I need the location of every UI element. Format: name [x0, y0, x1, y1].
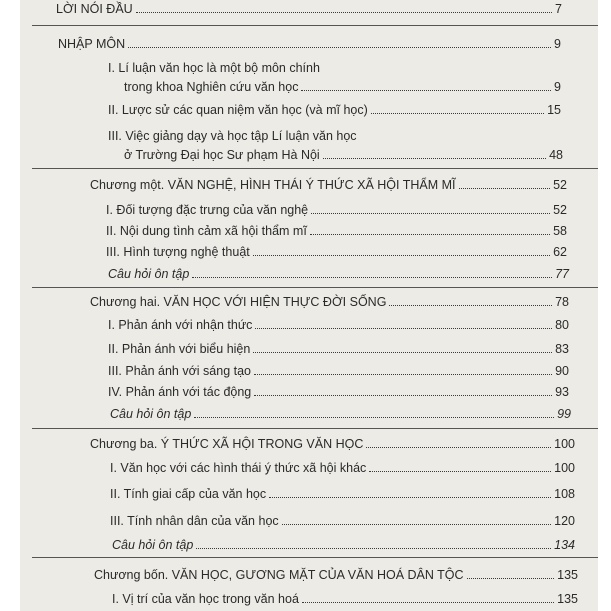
- section-divider: [32, 428, 598, 429]
- toc-page-number: 9: [554, 80, 561, 94]
- toc-item-line1: III. Việc giảng dạy và học tập Lí luận văn học: [108, 129, 357, 143]
- toc-label: Chương một. VĂN NGHỆ, HÌNH THÁI Ý THỨC XÃ HỘI THẨM MĨ: [90, 178, 456, 192]
- toc-page-number: 135: [557, 592, 578, 606]
- dot-leader: [282, 524, 552, 525]
- dot-leader: [136, 12, 552, 13]
- section-divider: [32, 25, 598, 26]
- dot-leader: [302, 602, 554, 603]
- toc-label: I. Đối tượng đặc trưng của văn nghệ: [106, 203, 309, 217]
- dot-leader: [192, 277, 552, 278]
- dot-leader: [323, 158, 546, 159]
- toc-page-number: 58: [553, 224, 567, 238]
- toc-page-number: 93: [555, 385, 569, 399]
- dot-leader: [253, 352, 552, 353]
- toc-item[interactable]: [106, 224, 567, 238]
- dot-leader: [196, 548, 551, 549]
- toc-label: II. Lược sử các quan niệm văn học (và mĩ học): [108, 103, 368, 117]
- toc-item[interactable]: [124, 148, 563, 162]
- toc-review-questions[interactable]: [112, 538, 575, 552]
- toc-chapter3-heading[interactable]: [90, 437, 575, 451]
- toc-item[interactable]: [110, 487, 575, 501]
- toc-page: [20, 0, 598, 611]
- dot-leader: [369, 471, 551, 472]
- dot-leader: [371, 113, 544, 114]
- toc-label: trong khoa Nghiên cứu văn học: [124, 80, 299, 94]
- toc-label: Câu hỏi ôn tập: [108, 267, 190, 281]
- toc-page-number: 135: [557, 568, 578, 582]
- section-divider: [32, 287, 598, 288]
- toc-label: ở Trường Đại học Sư phạm Hà Nội: [124, 148, 320, 162]
- toc-item[interactable]: [112, 592, 578, 606]
- toc-label: Chương ba. Ý THỨC XÃ HỘI TRONG VĂN HỌC: [90, 437, 364, 451]
- toc-page-number: 62: [553, 245, 567, 259]
- toc-label: LỜI NÓI ĐẦU: [56, 2, 133, 16]
- toc-item[interactable]: [108, 342, 569, 356]
- toc-label: II. Nội dung tình cảm xã hội thẩm mĩ: [106, 224, 307, 238]
- toc-intro-heading[interactable]: [58, 37, 561, 51]
- toc-label: Chương bốn. VĂN HỌC, GƯƠNG MẶT CỦA VĂN HOÁ DÂN TỘC: [94, 568, 464, 582]
- dot-leader: [389, 305, 552, 306]
- section-divider: [32, 168, 598, 169]
- toc-page-number: 9: [554, 37, 561, 51]
- dot-leader: [459, 188, 551, 189]
- toc-page-number: 80: [555, 318, 569, 332]
- toc-item[interactable]: [108, 364, 569, 378]
- toc-chapter2-heading[interactable]: [90, 295, 569, 309]
- dot-leader: [254, 374, 552, 375]
- toc-item[interactable]: [110, 514, 575, 528]
- toc-label: NHẬP MÔN: [58, 37, 126, 51]
- toc-preface[interactable]: [56, 2, 562, 16]
- toc-review-questions[interactable]: [110, 407, 571, 421]
- toc-page-number: 90: [555, 364, 569, 378]
- toc-label: II. Tính giai cấp của văn học: [110, 487, 267, 501]
- toc-page-number: 100: [554, 437, 575, 451]
- toc-item[interactable]: [110, 461, 575, 475]
- toc-page-number: 7: [555, 2, 562, 16]
- toc-item[interactable]: [108, 385, 569, 399]
- toc-page-number: 15: [547, 103, 561, 117]
- toc-chapter4-heading[interactable]: [94, 568, 578, 582]
- toc-label: I. Văn học với các hình thái ý thức xã hội khác: [110, 461, 367, 475]
- dot-leader: [467, 578, 555, 579]
- toc-label: III. Hình tượng nghệ thuật: [106, 245, 250, 259]
- dot-leader: [310, 234, 550, 235]
- toc-page-number: 52: [553, 178, 567, 192]
- toc-page-number: 83: [555, 342, 569, 356]
- toc-item[interactable]: [106, 245, 567, 259]
- toc-page-number: 120: [554, 514, 575, 528]
- dot-leader: [311, 213, 550, 214]
- toc-item-line1: I. Lí luận văn học là một bộ môn chính: [108, 61, 320, 75]
- toc-item[interactable]: [124, 80, 561, 94]
- dot-leader: [254, 395, 552, 396]
- toc-label: Chương hai. VĂN HỌC VỚI HIỆN THỰC ĐỜI SỐNG: [90, 295, 387, 309]
- toc-page-number: 77: [555, 267, 569, 281]
- toc-label: III. Tính nhân dân của văn học: [110, 514, 279, 528]
- toc-label: I. Phản ánh với nhận thức: [108, 318, 253, 332]
- toc-label: III. Phản ánh với sáng tạo: [108, 364, 252, 378]
- toc-label: IV. Phản ánh với tác động: [108, 385, 252, 399]
- section-divider: [32, 557, 598, 558]
- dot-leader: [253, 255, 550, 256]
- toc-chapter1-heading[interactable]: [90, 178, 567, 192]
- dot-leader: [269, 497, 551, 498]
- toc-page-number: 99: [557, 407, 571, 421]
- dot-leader: [128, 47, 551, 48]
- toc-label: I. Vị trí của văn học trong văn hoá: [112, 592, 299, 606]
- dot-leader: [366, 447, 551, 448]
- dot-leader: [194, 417, 554, 418]
- toc-item[interactable]: [108, 103, 561, 117]
- toc-page-number: 78: [555, 295, 569, 309]
- toc-label: Câu hỏi ôn tập: [112, 538, 194, 552]
- toc-page-number: 48: [549, 148, 563, 162]
- toc-page-number: 52: [553, 203, 567, 217]
- toc-label: II. Phản ánh với biểu hiện: [108, 342, 251, 356]
- dot-leader: [301, 90, 551, 91]
- toc-page-number: 100: [554, 461, 575, 475]
- toc-label: Câu hỏi ôn tập: [110, 407, 192, 421]
- toc-item[interactable]: [108, 318, 569, 332]
- toc-item[interactable]: [106, 203, 567, 217]
- toc-page-number: 108: [554, 487, 575, 501]
- toc-review-questions[interactable]: [108, 267, 569, 281]
- dot-leader: [255, 328, 552, 329]
- toc-page-number: 134: [554, 538, 575, 552]
